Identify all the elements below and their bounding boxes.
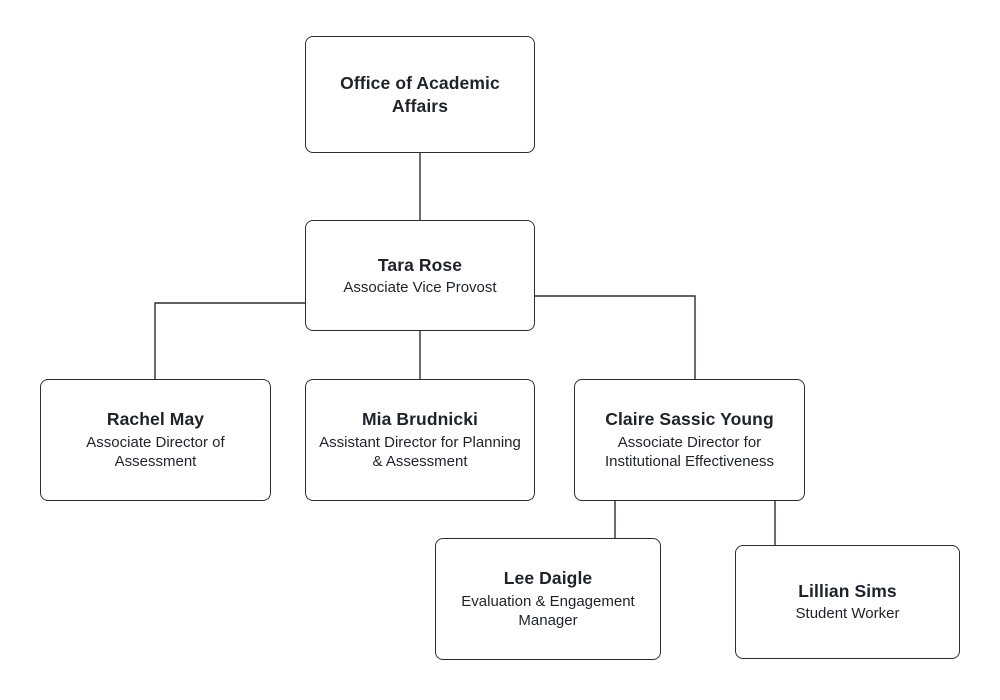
node-lee-daigle[interactable] xyxy=(435,538,661,660)
node-name: Tara Rose xyxy=(377,254,463,275)
node-rachel-may[interactable] xyxy=(40,379,271,501)
node-name: Office of Academic Affairs xyxy=(340,73,500,116)
connector-tara-rose-to-rachel-may xyxy=(155,303,305,379)
node-title: Student Worker xyxy=(795,605,900,623)
node-title: Associate Director of Assessment xyxy=(86,433,225,471)
node-name: Mia Brudnicki xyxy=(361,409,479,430)
node-title: Assistant Director for Planning & Assessment xyxy=(319,433,521,471)
node-name: Lillian Sims xyxy=(798,581,897,602)
node-lillian-sims[interactable] xyxy=(735,545,960,659)
node-title: Associate Director for Institutional Effectiveness xyxy=(605,433,774,471)
node-name: Lee Daigle xyxy=(503,568,593,589)
node-claire-sassic-young[interactable] xyxy=(574,379,805,501)
node-title: Evaluation & Engagement Manager xyxy=(461,592,635,630)
node-mia-brudnicki[interactable] xyxy=(305,379,535,501)
node-title: Associate Vice Provost xyxy=(343,278,497,296)
node-tara-rose[interactable] xyxy=(305,220,535,331)
connector-tara-rose-to-claire-sassic-young xyxy=(535,296,695,379)
node-name: Claire Sassic Young xyxy=(605,409,774,430)
node-office-of-academic-affairs[interactable] xyxy=(305,36,535,153)
node-name: Rachel May xyxy=(106,409,205,430)
